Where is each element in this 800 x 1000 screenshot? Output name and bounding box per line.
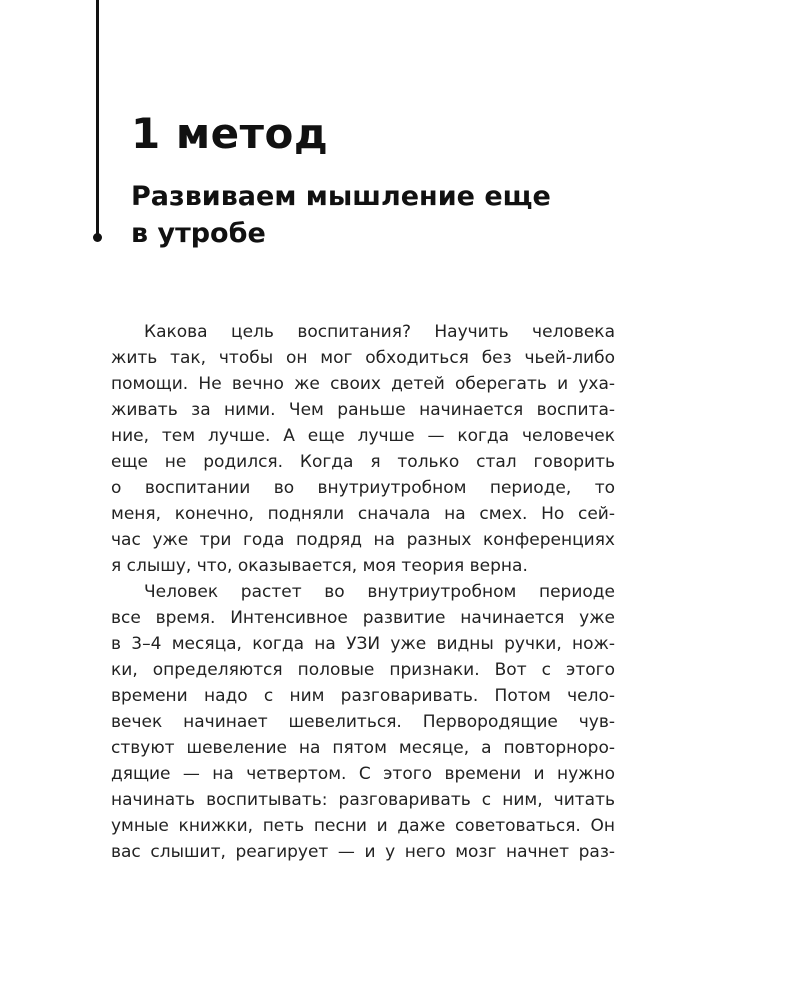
paragraph-line: о воспитании во внутриутробном периоде, то	[111, 478, 615, 498]
chapter-rule-dot	[93, 233, 102, 242]
paragraph-line: ствуют шевеление на пятом месяце, а повторноро-	[111, 738, 615, 758]
paragraph-line: начинать воспитывать: разговаривать с ним, читать	[111, 790, 615, 810]
paragraph-line: вас слышит, реагирует — и у него мозг начнет раз-	[111, 842, 615, 862]
paragraph-line: все время. Интенсивное развитие начинается уже	[111, 608, 615, 628]
paragraph-line: дящие — на четвертом. С этого времени и нужно	[111, 764, 615, 784]
paragraph-line: ки, определяются половые признаки. Вот с этого	[111, 660, 615, 680]
chapter-title-line: Развиваем мышление еще	[131, 181, 551, 212]
paragraph-line: вечек начинает шевелиться. Первородящие чув-	[111, 712, 615, 732]
paragraph-line: я слышу, что, оказывается, моя теория верна.	[111, 556, 528, 576]
paragraph-line: помощи. Не вечно же своих детей оберегать и уха-	[111, 374, 615, 394]
chapter-vertical-rule	[96, 0, 99, 236]
paragraph-line: времени надо с ним разговаривать. Потом чело-	[111, 686, 615, 706]
body-text	[111, 319, 615, 865]
paragraph-line: жить так, чтобы он мог обходиться без чьей-либо	[111, 348, 615, 368]
paragraph-line: Человек растет во внутриутробном периоде	[144, 582, 615, 602]
paragraph-line: в 3–4 месяца, когда на УЗИ уже видны ручки, нож-	[111, 634, 615, 654]
paragraph-line: Какова цель воспитания? Научить человека	[144, 322, 615, 342]
chapter-title	[131, 178, 601, 252]
paragraph-line: умные книжки, петь песни и даже советоваться. Он	[111, 816, 615, 836]
chapter-title-line: в утробе	[131, 218, 266, 249]
chapter-number: 1 метод	[131, 109, 329, 158]
paragraph-line: живать за ними. Чем раньше начинается воспита-	[111, 400, 615, 420]
paragraph-line: час уже три года подряд на разных конференциях	[111, 530, 615, 550]
paragraph-line: меня, конечно, подняли сначала на смех. Но сей-	[111, 504, 615, 524]
paragraph-line: ние, тем лучше. А еще лучше — когда человечек	[111, 426, 615, 446]
paragraph-line: еще не родился. Когда я только стал говорить	[111, 452, 615, 472]
